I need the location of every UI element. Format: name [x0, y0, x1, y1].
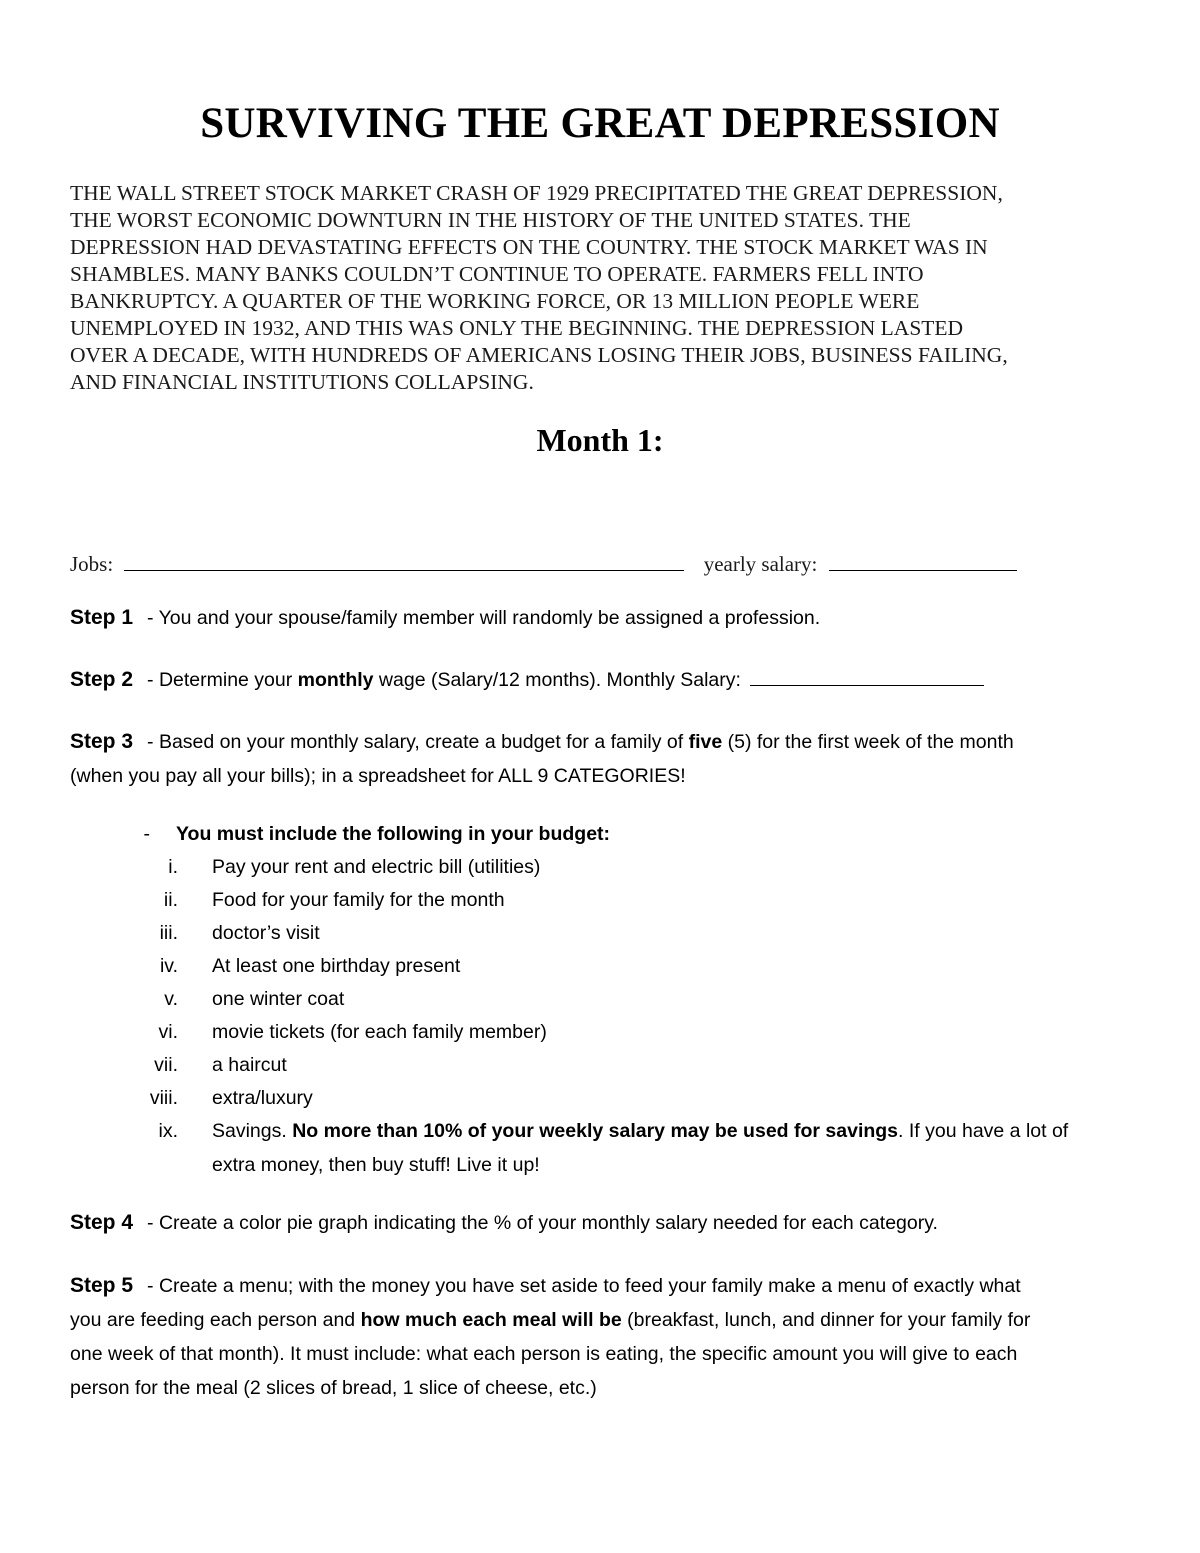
list-item-text: extra/luxury: [212, 1087, 313, 1109]
step-3: [70, 725, 1140, 793]
step-text-bold: five: [688, 731, 723, 753]
intro-line: DEPRESSION HAD DEVASTATING EFFECTS ON THE COUNTRY. THE STOCK MARKET WAS IN: [70, 235, 988, 259]
step-text: wage (Salary/12 months). Monthly Salary:: [373, 669, 741, 691]
budget-heading: You must include the following in your budget:: [176, 823, 611, 845]
monthly-salary-blank-field[interactable]: [750, 665, 984, 686]
jobs-line: [70, 548, 1130, 578]
jobs-blank-field[interactable]: [124, 548, 684, 571]
list-item-number: i.: [168, 856, 178, 878]
list-item: [70, 949, 1140, 982]
step-label: Step 2: [70, 668, 134, 691]
savings-text: extra money, then buy stuff! Live it up!: [212, 1154, 540, 1176]
intro-line: OVER A DECADE, WITH HUNDREDS OF AMERICANS LOSING THEIR JOBS, BUSINESS FAILING,: [70, 343, 1008, 367]
step-text: - Determine your: [147, 669, 298, 691]
list-item: [70, 883, 1140, 916]
list-item: [70, 1015, 1140, 1048]
step-1: [70, 601, 1140, 635]
list-item-number: iii.: [159, 922, 178, 944]
salary-blank-field[interactable]: [829, 548, 1017, 571]
budget-list: [70, 817, 1140, 1182]
savings-text: Savings.: [212, 1120, 293, 1142]
intro-line: THE WORST ECONOMIC DOWNTURN IN THE HISTORY OF THE UNITED STATES. THE: [70, 208, 911, 232]
list-item-number: iv.: [159, 955, 178, 977]
list-item-text: At least one birthday present: [212, 955, 461, 977]
savings-text: . If you have a lot of: [898, 1120, 1069, 1142]
list-item-number: ii.: [163, 889, 178, 911]
list-item-number: v.: [164, 988, 178, 1010]
list-item: [70, 850, 1140, 883]
budget-heading-row: [70, 817, 1140, 850]
jobs-label: Jobs:: [70, 552, 114, 576]
list-item-text: one winter coat: [212, 988, 345, 1010]
list-item-text: doctor’s visit: [212, 922, 320, 944]
step-text: - You and your spouse/family member will randomly be assigned a profession.: [147, 607, 821, 629]
step-label: Step 3: [70, 730, 134, 753]
step-5: [70, 1269, 1140, 1405]
page-title: SURVIVING THE GREAT DEPRESSION: [200, 100, 1000, 147]
list-item: [70, 1048, 1140, 1081]
step-text-bold: how much each meal will be: [360, 1309, 622, 1331]
list-item-number: vii.: [154, 1054, 178, 1076]
step-text: - Create a menu; with the money you have set aside to feed your family make a menu of exactly what: [147, 1275, 1021, 1297]
step-text: (5) for the first week of the month: [722, 731, 1014, 753]
salary-label: yearly salary:: [703, 552, 818, 576]
step-text: (breakfast, lunch, and dinner for your family for: [621, 1309, 1031, 1331]
step-text: one week of that month). It must include: what each person is eating, the specific amount you will give to each: [70, 1343, 1018, 1365]
step-label: Step 5: [70, 1274, 134, 1297]
list-item-number: viii.: [149, 1087, 178, 1109]
dash-bullet: -: [143, 823, 150, 845]
intro-line: UNEMPLOYED IN 1932, AND THIS WAS ONLY THE BEGINNING. THE DEPRESSION LASTED: [70, 316, 964, 340]
step-text: - Based on your monthly salary, create a budget for a family of: [147, 731, 689, 753]
list-item-number: ix.: [158, 1120, 178, 1142]
list-item-savings: [70, 1114, 1140, 1182]
step-label: Step 4: [70, 1211, 134, 1234]
list-item: [70, 982, 1140, 1015]
intro-line: SHAMBLES. MANY BANKS COULDN’T CONTINUE TO OPERATE. FARMERS FELL INTO: [70, 262, 924, 286]
step-4: [70, 1206, 1140, 1240]
step-text: person for the meal (2 slices of bread, 1 slice of cheese, etc.): [70, 1377, 597, 1399]
list-item-number: vi.: [158, 1021, 178, 1043]
list-item-text: Pay your rent and electric bill (utilities): [212, 856, 541, 878]
list-item-text: a haircut: [212, 1054, 287, 1076]
step-text: (when you pay all your bills); in a spreadsheet for ALL 9 CATEGORIES!: [70, 765, 686, 787]
step-2: [70, 663, 1140, 697]
step-text-bold: monthly: [297, 669, 374, 691]
intro-paragraph: [70, 180, 1140, 396]
list-item: [70, 1081, 1140, 1114]
list-item-text: [212, 1114, 1132, 1182]
month-heading: Month 1:: [536, 422, 664, 458]
list-item-text: movie tickets (for each family member): [212, 1021, 547, 1043]
list-item-text: Food for your family for the month: [212, 889, 505, 911]
savings-text-bold: No more than 10% of your weekly salary may be used for savings: [292, 1120, 899, 1142]
step-label: Step 1: [70, 606, 134, 629]
step-text: you are feeding each person and: [70, 1309, 361, 1331]
intro-line: AND FINANCIAL INSTITUTIONS COLLAPSING.: [70, 370, 534, 394]
intro-line: THE WALL STREET STOCK MARKET CRASH OF 1929 PRECIPITATED THE GREAT DEPRESSION,: [70, 181, 1003, 205]
step-text: - Create a color pie graph indicating the % of your monthly salary needed for each category.: [147, 1212, 938, 1234]
intro-line: BANKRUPTCY. A QUARTER OF THE WORKING FORCE, OR 13 MILLION PEOPLE WERE: [70, 289, 920, 313]
list-item: [70, 916, 1140, 949]
